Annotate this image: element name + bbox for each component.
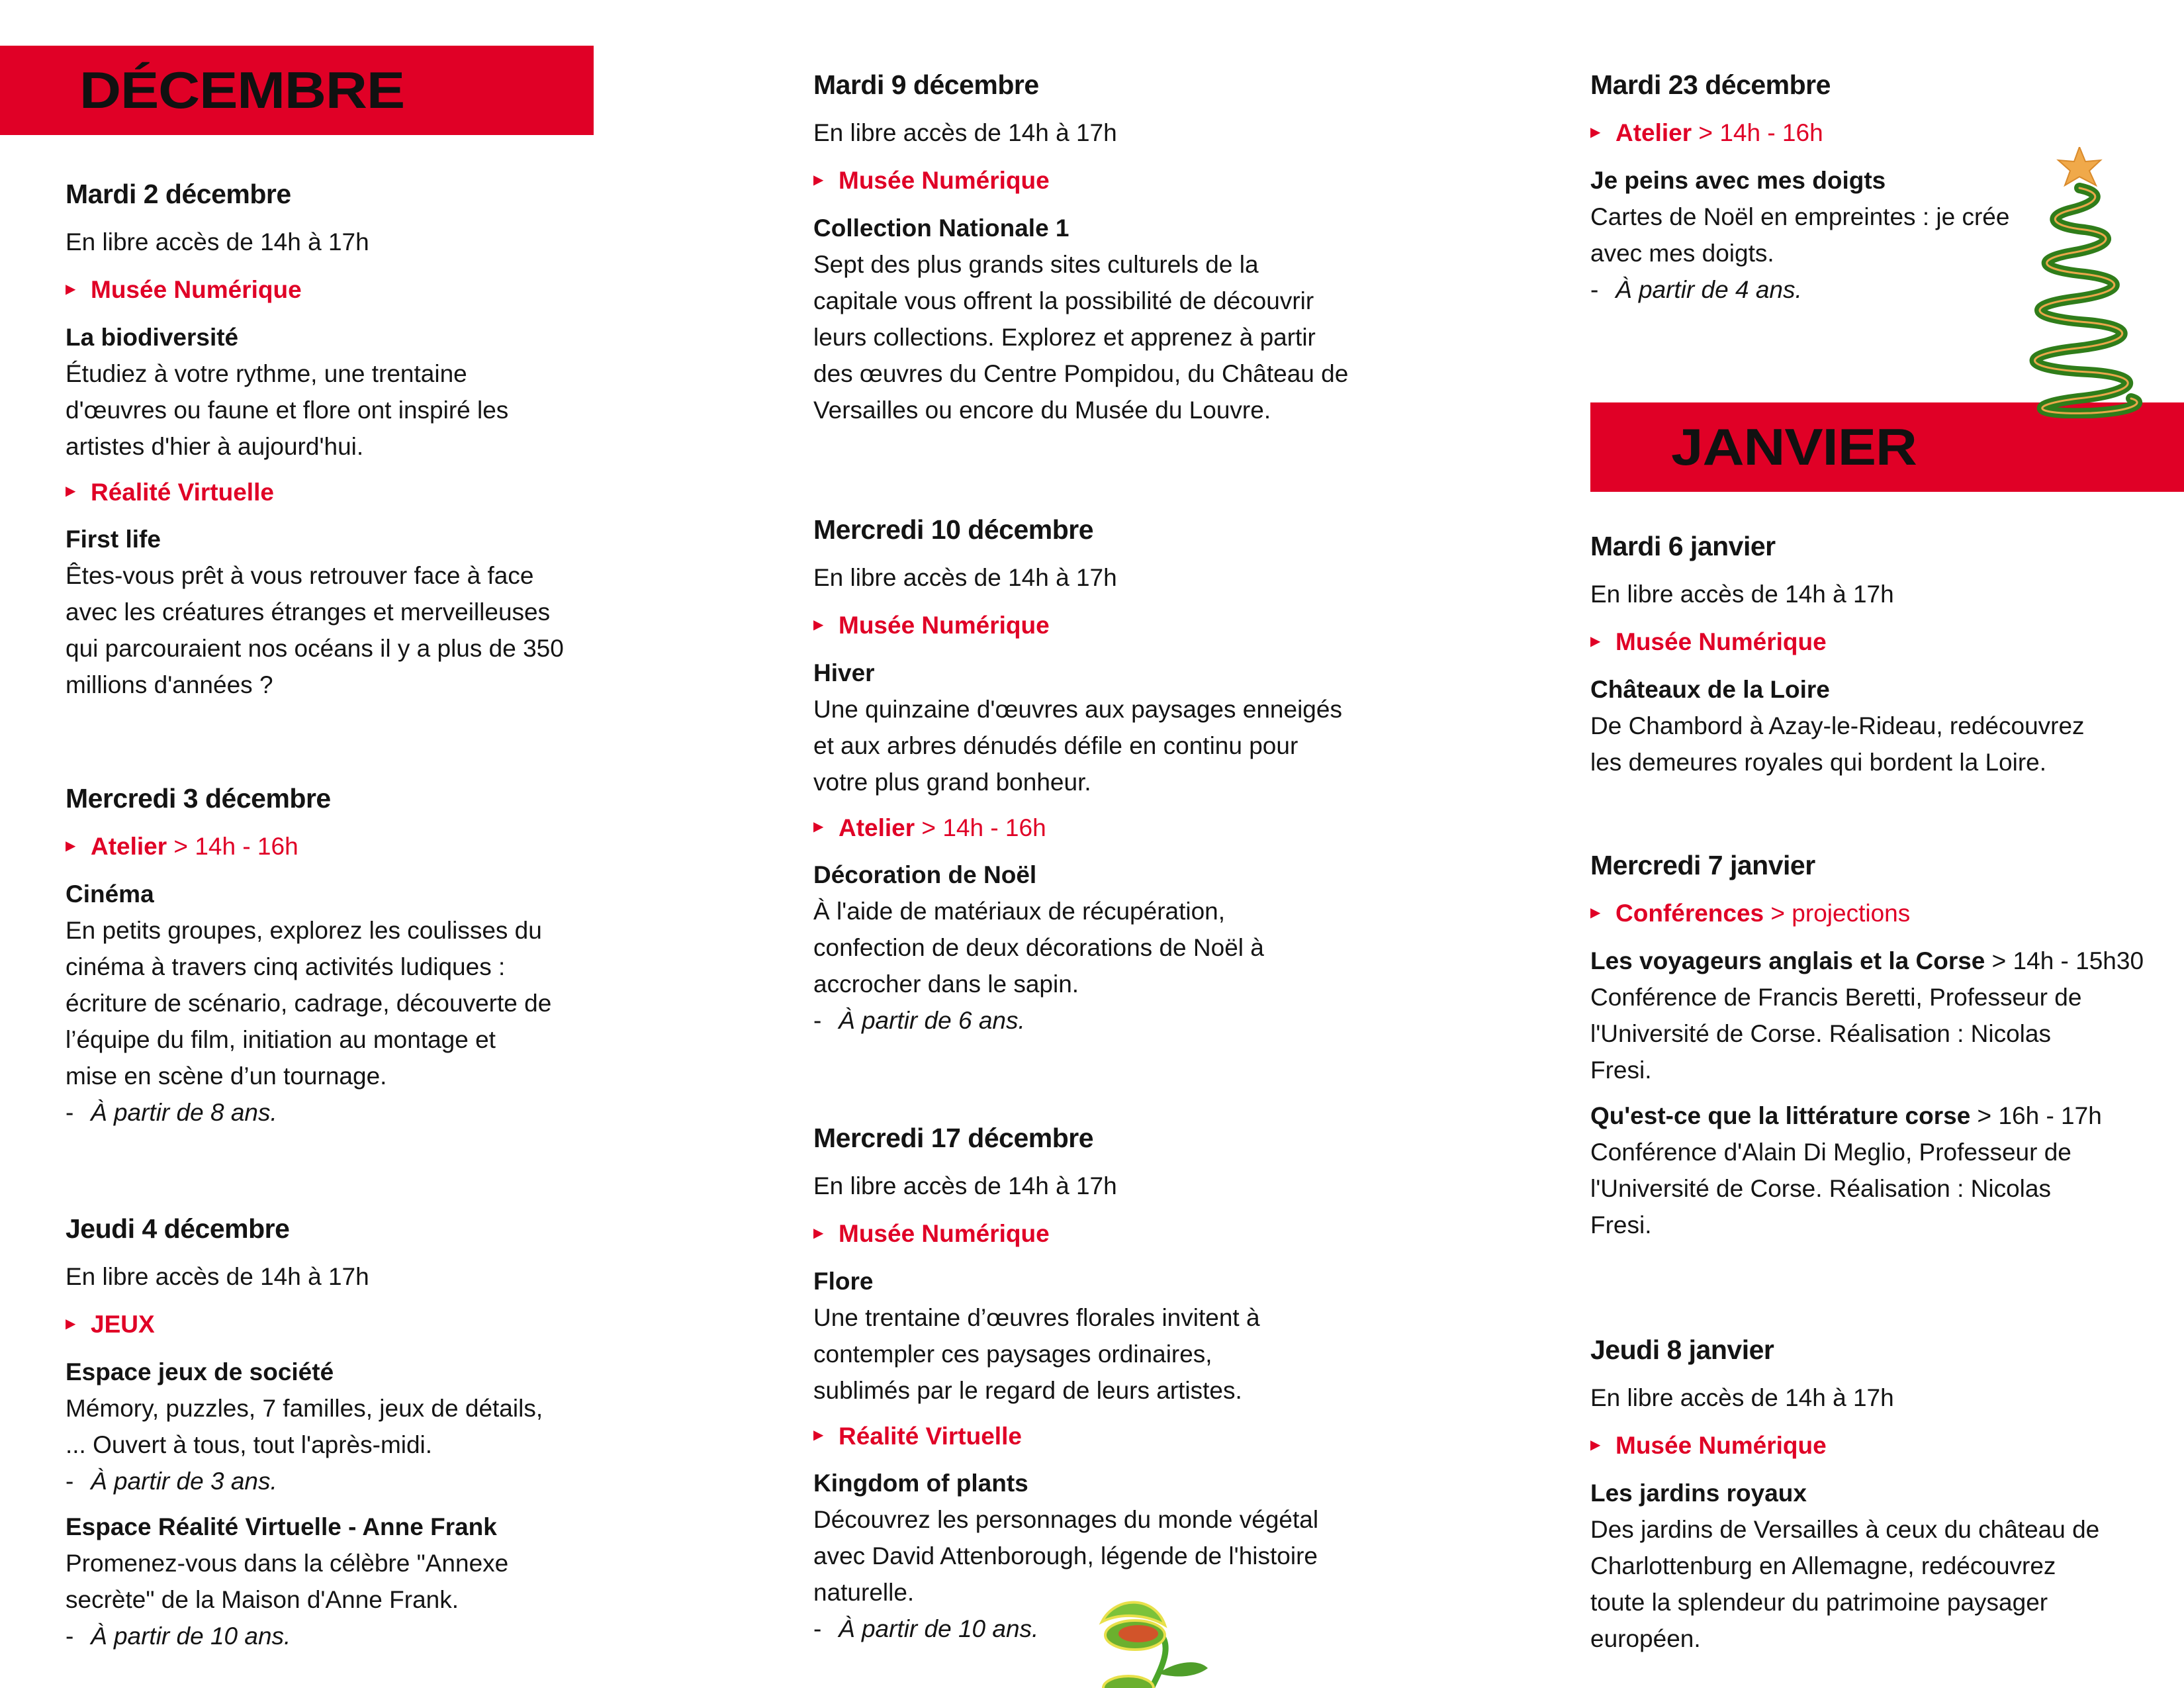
dash-bullet: -	[813, 1007, 822, 1035]
opening-hours: En libre accès de 14h à 17h	[1590, 1384, 1894, 1411]
category-label: Réalité Virtuelle	[839, 1422, 1022, 1450]
activity-title-line	[1590, 1475, 2184, 1511]
activity-title: Les voyageurs anglais et la Corse	[1590, 947, 1985, 974]
activity-time: > 14h - 15h30	[1985, 947, 2144, 974]
activity-title: Je peins avec mes doigts	[1590, 166, 1886, 194]
category-line	[813, 607, 1475, 645]
activity-description: Une trentaine d’œuvres florales invitent à	[813, 1303, 1260, 1331]
month-banner-december	[0, 46, 594, 135]
activity-title-line	[813, 1263, 1475, 1299]
day-date: Mardi 9 décembre	[813, 70, 1039, 100]
day-entry	[813, 512, 1475, 1039]
activity-title: Espace jeux de société	[66, 1358, 334, 1385]
category-line	[813, 162, 1475, 201]
age-text: À partir de 4 ans.	[1615, 275, 1802, 303]
activity-title: Cinéma	[66, 880, 154, 908]
triangle-bullet-icon: ▶	[1590, 124, 1601, 140]
opening-hours: En libre accès de 14h à 17h	[1590, 581, 1894, 608]
day-entry	[66, 1211, 727, 1654]
activity-description: l’équipe du film, initiation au montage et	[66, 1025, 496, 1053]
activity-title-line	[66, 319, 727, 355]
category-label: Musée Numérique	[839, 612, 1050, 639]
activity-description: En petits groupes, explorez les coulisses du	[66, 916, 542, 944]
category-label: Atelier	[1615, 119, 1692, 146]
day-date: Mardi 23 décembre	[1590, 70, 1831, 100]
category-label: JEUX	[91, 1311, 155, 1338]
activity-description: cinéma à travers cinq activités ludiques :	[66, 953, 506, 980]
activity-title: Espace Réalité Virtuelle - Anne Frank	[66, 1513, 497, 1540]
activity-title: Kingdom of plants	[813, 1470, 1028, 1497]
activity-title-line	[66, 521, 727, 557]
triangle-bullet-icon: ▶	[66, 281, 76, 297]
day-entry	[813, 67, 1475, 428]
activity-title-line	[1590, 943, 2184, 979]
activity-description: naturelle.	[813, 1579, 915, 1607]
activity-description: sublimés par le regard de leurs artistes.	[813, 1376, 1242, 1404]
activity-title-line	[813, 857, 1475, 893]
opening-hours: En libre accès de 14h à 17h	[813, 564, 1117, 591]
opening-hours: En libre accès de 14h à 17h	[66, 228, 369, 256]
category-line	[1590, 895, 2184, 933]
category-line	[1590, 1427, 2184, 1466]
activity-title: Les jardins royaux	[1590, 1479, 1807, 1507]
triangle-bullet-icon: ▶	[813, 1428, 824, 1443]
category-line	[1590, 624, 2184, 662]
activity-description: Mémory, puzzles, 7 familles, jeux de détails,	[66, 1394, 543, 1422]
activity-title: Collection Nationale 1	[813, 214, 1069, 242]
triangle-bullet-icon: ▶	[66, 1316, 76, 1331]
activity-description: Conférence de Francis Beretti, Professeur de	[1590, 983, 2082, 1011]
activity-description: écriture de scénario, cadrage, découverte de	[66, 989, 552, 1017]
category-line	[813, 810, 1475, 848]
category-line	[66, 271, 727, 310]
activity-description: Charlottenburg en Allemagne, redécouvrez	[1590, 1552, 2056, 1579]
activity-description: Cartes de Noël en empreintes : je crée	[1590, 203, 2010, 230]
activity-description: Fresi.	[1590, 1211, 1652, 1239]
day-date: Mercredi 3 décembre	[66, 783, 331, 814]
activity-time: > 16h - 17h	[1970, 1102, 2102, 1129]
dash-bullet: -	[66, 1622, 74, 1650]
category-label: Musée Numérique	[91, 276, 302, 303]
category-line	[66, 1306, 727, 1344]
dash-bullet: -	[66, 1098, 74, 1126]
activity-description: mise en scène d’un tournage.	[66, 1062, 387, 1090]
category-label: Atelier	[91, 833, 167, 860]
dash-bullet: -	[813, 1615, 822, 1643]
activity-description: avec David Attenborough, légende de l'histoire	[813, 1542, 1318, 1570]
activity-title-line	[66, 876, 727, 912]
activity-description: européen.	[1590, 1624, 1701, 1652]
age-text: À partir de 10 ans.	[839, 1615, 1039, 1643]
category-line	[66, 828, 727, 867]
activity-description: Sept des plus grands sites culturels de la	[813, 250, 1259, 278]
dash-bullet: -	[66, 1467, 74, 1495]
month-title-december: DÉCEMBRE	[79, 61, 404, 119]
triangle-bullet-icon: ▶	[66, 838, 76, 853]
triangle-bullet-icon: ▶	[813, 1225, 824, 1241]
activity-description: avec les créatures étranges et merveilleuses	[66, 598, 551, 626]
activity-description: Des jardins de Versailles à ceux du château de	[1590, 1515, 2100, 1543]
activity-title-line	[813, 655, 1475, 691]
category-label: Musée Numérique	[839, 167, 1050, 194]
category-label: Musée Numérique	[1615, 1432, 1827, 1459]
activity-description: Promenez-vous dans la célèbre "Annexe	[66, 1549, 509, 1577]
activity-description: capitale vous offrent la possibilité de découvrir	[813, 287, 1314, 314]
day-date: Mardi 2 décembre	[66, 179, 291, 209]
day-entry	[813, 1120, 1475, 1647]
activity-description: Versailles ou encore du Musée du Louvre.	[813, 396, 1271, 424]
age-requirement	[66, 1618, 727, 1654]
activity-description: et aux arbres dénudés défile en continu pour	[813, 731, 1298, 759]
category-label: Réalité Virtuelle	[91, 478, 274, 506]
day-entry	[1590, 1332, 2184, 1657]
activity-description: Fresi.	[1590, 1056, 1652, 1084]
day-entry	[66, 176, 727, 703]
day-date: Mercredi 7 janvier	[1590, 850, 1815, 880]
category-label: Musée Numérique	[839, 1220, 1050, 1247]
day-date: Jeudi 4 décembre	[66, 1213, 290, 1244]
activity-description: artistes d'hier à aujourd'hui.	[66, 432, 364, 460]
age-text: À partir de 10 ans.	[91, 1622, 291, 1650]
age-text: À partir de 6 ans.	[839, 1007, 1025, 1035]
triangle-bullet-icon: ▶	[813, 820, 824, 835]
activity-title: Décoration de Noël	[813, 861, 1037, 889]
activity-description: Découvrez les personnages du monde végétal	[813, 1506, 1319, 1534]
dash-bullet: -	[1590, 275, 1599, 303]
activity-description: l'Université de Corse. Réalisation : Nicolas	[1590, 1174, 2051, 1202]
activity-description: De Chambord à Azay-le-Rideau, redécouvrez	[1590, 712, 2085, 739]
opening-hours: En libre accès de 14h à 17h	[813, 1172, 1117, 1199]
activity-description: contempler ces paysages ordinaires,	[813, 1340, 1212, 1368]
activity-description: millions d'années ?	[66, 671, 273, 699]
age-requirement	[66, 1094, 727, 1131]
activity-title-line	[1590, 1098, 2184, 1134]
activity-description: Une quinzaine d'œuvres aux paysages enneigés	[813, 695, 1342, 723]
category-label: Conférences	[1615, 900, 1764, 927]
activity-description: d'œuvres ou faune et flore ont inspiré les	[66, 396, 509, 424]
triangle-bullet-icon: ▶	[66, 484, 76, 499]
triangle-bullet-icon: ▶	[1590, 1437, 1601, 1452]
activity-description: votre plus grand bonheur.	[813, 768, 1091, 796]
activity-description: Étudiez à votre rythme, une trentaine	[66, 359, 467, 387]
category-label: Atelier	[839, 814, 915, 841]
activity-description: Conférence d'Alain Di Meglio, Professeur de	[1590, 1138, 2071, 1166]
category-detail: > 14h - 16h	[167, 833, 298, 860]
age-requirement	[66, 1463, 727, 1499]
opening-hours: En libre accès de 14h à 17h	[66, 1263, 369, 1290]
activity-description: des œuvres du Centre Pompidou, du Château de	[813, 359, 1349, 387]
month-title-january: JANVIER	[1671, 418, 1917, 476]
activity-title-line	[66, 1509, 727, 1545]
activity-title: Châteaux de la Loire	[1590, 675, 1830, 703]
activity-description: l'Université de Corse. Réalisation : Nicolas	[1590, 1019, 2051, 1047]
activity-title: Hiver	[813, 659, 875, 686]
category-line	[66, 474, 727, 512]
christmas-tree-icon	[2005, 147, 2158, 418]
triangle-bullet-icon: ▶	[813, 617, 824, 632]
activity-title: First life	[66, 526, 161, 553]
category-label: Musée Numérique	[1615, 628, 1827, 655]
day-date: Mercredi 10 décembre	[813, 514, 1094, 545]
activity-description: avec mes doigts.	[1590, 239, 1774, 267]
activity-description: Êtes-vous prêt à vous retrouver face à face	[66, 562, 534, 590]
activity-title-line	[813, 210, 1475, 246]
triangle-bullet-icon: ▶	[1590, 633, 1601, 649]
activity-description: les demeures royales qui bordent la Loire.	[1590, 748, 2046, 776]
activity-description: accrocher dans le sapin.	[813, 970, 1079, 998]
day-entry	[1590, 528, 2184, 780]
opening-hours: En libre accès de 14h à 17h	[813, 119, 1117, 146]
triangle-bullet-icon: ▶	[813, 172, 824, 187]
day-date: Jeudi 8 janvier	[1590, 1335, 1774, 1365]
age-text: À partir de 8 ans.	[91, 1098, 277, 1126]
category-line	[813, 1215, 1475, 1254]
activity-title: La biodiversité	[66, 323, 239, 351]
activity-description: leurs collections. Explorez et apprenez à partir	[813, 323, 1316, 351]
activity-description: qui parcouraient nos océans il y a plus de 350	[66, 635, 564, 663]
day-date: Mercredi 17 décembre	[813, 1123, 1094, 1153]
activity-title-line	[1590, 671, 2184, 708]
activity-title-line	[66, 1354, 727, 1390]
activity-description: confection de deux décorations de Noël à	[813, 934, 1264, 962]
age-requirement	[813, 1002, 1475, 1039]
carnivorous-plant-icon	[1089, 1595, 1221, 1688]
age-text: À partir de 3 ans.	[91, 1467, 277, 1495]
category-detail: > 14h - 16h	[1692, 119, 1823, 146]
activity-title: Qu'est-ce que la littérature corse	[1590, 1102, 1971, 1129]
day-entry	[1590, 847, 2184, 1243]
triangle-bullet-icon: ▶	[1590, 905, 1601, 920]
activity-title: Flore	[813, 1267, 874, 1295]
category-detail: > 14h - 16h	[915, 814, 1046, 841]
activity-description: secrète" de la Maison d'Anne Frank.	[66, 1585, 459, 1613]
category-detail: > projections	[1764, 900, 1911, 927]
activity-description: À l'aide de matériaux de récupération,	[813, 898, 1226, 925]
activity-description: ... Ouvert à tous, tout l'après-midi.	[66, 1430, 433, 1458]
activity-title-line	[813, 1465, 1475, 1501]
activity-description: toute la splendeur du patrimoine paysager	[1590, 1588, 2048, 1616]
category-line	[813, 1418, 1475, 1456]
day-entry	[66, 780, 727, 1131]
day-date: Mardi 6 janvier	[1590, 531, 1776, 561]
